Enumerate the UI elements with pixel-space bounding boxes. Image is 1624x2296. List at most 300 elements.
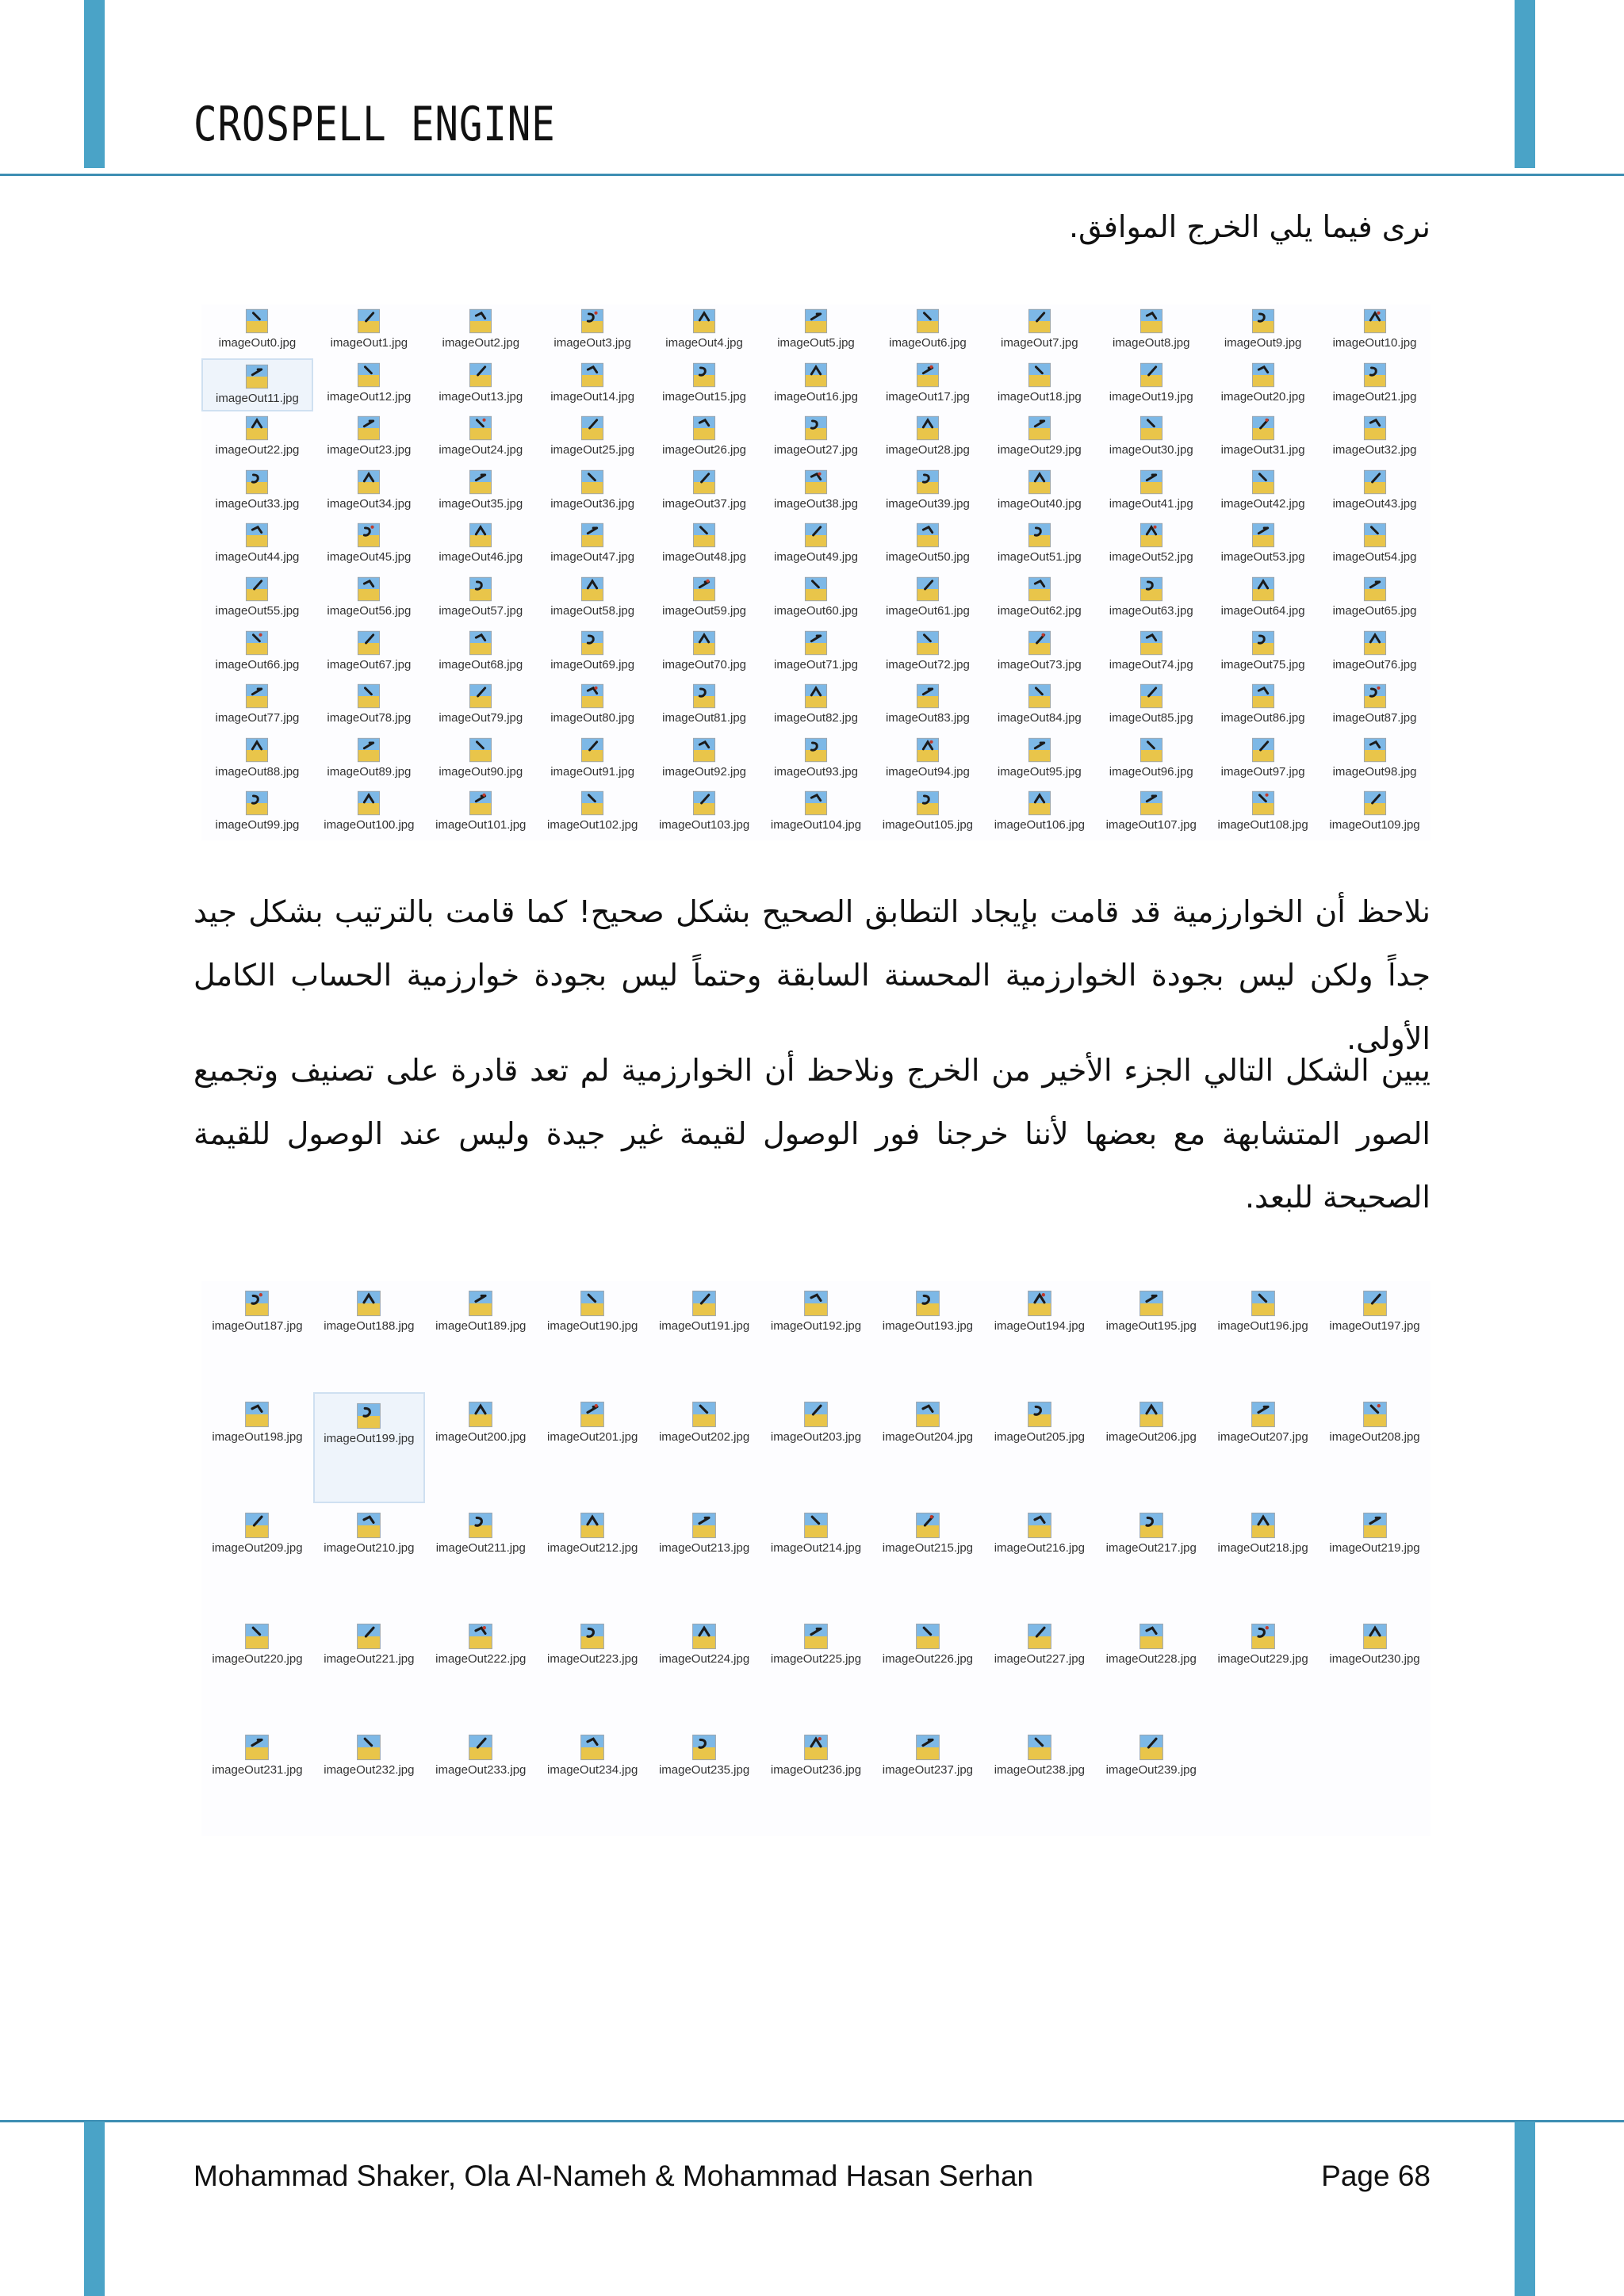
image-file-icon (802, 469, 829, 496)
file-item[interactable] (1319, 1614, 1431, 1725)
file-item[interactable] (313, 411, 425, 465)
file-item[interactable] (871, 1392, 983, 1503)
file-item[interactable] (1095, 519, 1207, 572)
image-file-icon (1361, 1622, 1389, 1651)
file-name: imageOut53.jpg (1220, 550, 1305, 564)
file-name: imageOut12.jpg (327, 389, 412, 404)
file-item[interactable] (649, 1725, 760, 1836)
image-file-icon (1249, 1511, 1277, 1540)
file-item[interactable] (1319, 304, 1431, 358)
file-item[interactable] (1095, 1503, 1207, 1614)
file-item[interactable] (1207, 304, 1319, 358)
file-item[interactable] (983, 679, 1095, 733)
file-item[interactable] (201, 304, 313, 358)
file-item[interactable] (649, 519, 760, 572)
file-item[interactable] (1319, 626, 1431, 680)
file-item[interactable] (201, 1392, 313, 1503)
file-item[interactable] (983, 304, 1095, 358)
file-item[interactable] (760, 358, 872, 412)
image-file-icon (1138, 415, 1165, 442)
file-item[interactable] (313, 465, 425, 519)
file-name: imageOut220.jpg (212, 1652, 303, 1666)
image-file-icon (914, 522, 941, 549)
file-item[interactable] (1095, 411, 1207, 465)
file-item[interactable] (313, 1725, 425, 1836)
file-item[interactable] (871, 679, 983, 733)
header-title: CROSPELL ENGINE (193, 97, 556, 152)
image-file-icon (802, 737, 829, 763)
file-item[interactable] (1319, 411, 1431, 465)
file-item[interactable] (1207, 519, 1319, 572)
thumbnail-grid-top (201, 304, 1431, 840)
file-item[interactable] (649, 1392, 760, 1503)
image-file-icon (1138, 683, 1165, 710)
file-item[interactable] (313, 358, 425, 412)
file-item[interactable] (871, 304, 983, 358)
file-item[interactable] (425, 679, 537, 733)
image-file-icon (914, 1289, 942, 1318)
image-file-icon (243, 1622, 271, 1651)
image-file-icon (579, 790, 606, 817)
file-name: imageOut39.jpg (885, 496, 970, 511)
image-file-icon (691, 308, 718, 335)
file-item[interactable] (649, 358, 760, 412)
file-item[interactable] (1207, 1392, 1319, 1503)
image-file-icon (1026, 469, 1053, 496)
file-item[interactable] (201, 1503, 313, 1614)
file-name: imageOut31.jpg (1220, 443, 1305, 457)
file-name: imageOut234.jpg (547, 1763, 638, 1777)
file-item[interactable] (201, 733, 313, 787)
file-item[interactable] (313, 572, 425, 626)
file-item[interactable] (871, 572, 983, 626)
file-name: imageOut192.jpg (770, 1319, 862, 1333)
file-item[interactable] (425, 626, 537, 680)
file-item[interactable] (1095, 1725, 1207, 1836)
file-item[interactable] (1207, 572, 1319, 626)
file-item[interactable] (425, 304, 537, 358)
file-item[interactable] (537, 572, 649, 626)
file-item[interactable] (760, 411, 872, 465)
file-item[interactable] (537, 1725, 649, 1836)
image-file-icon (1250, 576, 1277, 603)
file-name: imageOut224.jpg (658, 1652, 750, 1666)
file-name: imageOut222.jpg (435, 1652, 527, 1666)
file-name: imageOut203.jpg (770, 1430, 862, 1444)
file-item[interactable] (760, 786, 872, 840)
file-item[interactable] (1319, 572, 1431, 626)
image-file-icon (691, 683, 718, 710)
file-item[interactable] (649, 304, 760, 358)
file-name: imageOut88.jpg (215, 764, 300, 779)
image-file-icon (1250, 737, 1277, 763)
file-item[interactable] (425, 411, 537, 465)
image-file-icon (691, 737, 718, 763)
file-item[interactable] (1319, 679, 1431, 733)
image-file-icon (802, 362, 829, 388)
file-item[interactable] (649, 1503, 760, 1614)
file-name: imageOut188.jpg (324, 1319, 415, 1333)
file-name: imageOut239.jpg (1105, 1763, 1197, 1777)
image-file-icon (579, 737, 606, 763)
file-item[interactable] (983, 1392, 1095, 1503)
file-item[interactable] (1095, 1392, 1207, 1503)
file-item[interactable] (1207, 1503, 1319, 1614)
file-name: imageOut40.jpg (997, 496, 1082, 511)
file-name: imageOut37.jpg (662, 496, 747, 511)
file-item[interactable] (871, 358, 983, 412)
file-item[interactable] (1095, 733, 1207, 787)
image-file-icon (1362, 683, 1388, 710)
file-name: imageOut21.jpg (1332, 389, 1417, 404)
file-item[interactable] (1207, 679, 1319, 733)
file-name: imageOut59.jpg (662, 603, 747, 618)
image-file-icon (802, 790, 829, 817)
image-file-icon (243, 629, 270, 656)
file-item[interactable] (760, 679, 872, 733)
file-name: imageOut34.jpg (327, 496, 412, 511)
image-file-icon (802, 683, 829, 710)
image-file-icon (1137, 1622, 1166, 1651)
image-file-icon (243, 308, 270, 335)
file-item[interactable] (649, 786, 760, 840)
file-item[interactable] (1095, 465, 1207, 519)
file-name: imageOut205.jpg (994, 1430, 1085, 1444)
image-file-icon (579, 469, 606, 496)
file-item[interactable] (871, 519, 983, 572)
file-item[interactable] (537, 1503, 649, 1614)
file-item[interactable] (1207, 1614, 1319, 1725)
file-name: imageOut57.jpg (439, 603, 523, 618)
file-item[interactable] (313, 679, 425, 733)
file-item[interactable] (983, 733, 1095, 787)
file-item[interactable] (1095, 626, 1207, 680)
file-item[interactable] (537, 519, 649, 572)
file-item[interactable] (537, 626, 649, 680)
file-name: imageOut212.jpg (547, 1541, 638, 1555)
image-file-icon (355, 522, 382, 549)
file-item[interactable] (537, 733, 649, 787)
file-item[interactable] (760, 304, 872, 358)
file-name: imageOut89.jpg (327, 764, 412, 779)
file-item[interactable] (537, 679, 649, 733)
file-item[interactable] (760, 519, 872, 572)
image-file-icon (354, 1402, 383, 1430)
file-item[interactable] (201, 465, 313, 519)
image-file-icon (691, 522, 718, 549)
file-name: imageOut96.jpg (1109, 764, 1193, 779)
file-item[interactable] (201, 1281, 313, 1392)
file-name: imageOut69.jpg (550, 657, 635, 672)
file-item[interactable] (871, 733, 983, 787)
file-item[interactable] (201, 358, 313, 412)
file-name: imageOut27.jpg (774, 443, 858, 457)
file-name: imageOut64.jpg (1220, 603, 1305, 618)
file-item[interactable] (871, 411, 983, 465)
file-item[interactable] (1319, 1503, 1431, 1614)
image-file-icon (243, 576, 270, 603)
file-item[interactable] (983, 626, 1095, 680)
file-item[interactable] (425, 1392, 537, 1503)
file-name: imageOut75.jpg (1220, 657, 1305, 672)
image-file-icon (914, 1733, 942, 1762)
file-name: imageOut77.jpg (215, 711, 300, 725)
image-file-icon (691, 576, 718, 603)
file-name: imageOut196.jpg (1217, 1319, 1308, 1333)
file-name: imageOut194.jpg (994, 1319, 1085, 1333)
image-file-icon (914, 1511, 942, 1540)
image-file-icon (802, 629, 829, 656)
file-item[interactable] (201, 572, 313, 626)
image-file-icon (690, 1511, 718, 1540)
file-item[interactable] (1095, 304, 1207, 358)
image-file-icon (355, 629, 382, 656)
image-file-icon (1250, 469, 1277, 496)
image-file-icon (1025, 1733, 1054, 1762)
file-item[interactable] (983, 1281, 1095, 1392)
file-item[interactable] (1319, 519, 1431, 572)
image-file-icon (467, 576, 494, 603)
file-name: imageOut50.jpg (885, 550, 970, 564)
file-item[interactable] (983, 358, 1095, 412)
image-file-icon (1138, 576, 1165, 603)
file-item[interactable] (760, 1281, 872, 1392)
file-item[interactable] (871, 626, 983, 680)
file-item[interactable] (313, 1503, 425, 1614)
file-item[interactable] (1319, 465, 1431, 519)
file-name: imageOut229.jpg (1217, 1652, 1308, 1666)
file-name: imageOut109.jpg (1329, 818, 1420, 832)
file-item[interactable] (983, 465, 1095, 519)
file-name: imageOut63.jpg (1109, 603, 1193, 618)
image-file-icon (579, 629, 606, 656)
file-item[interactable] (1207, 1281, 1319, 1392)
file-item[interactable] (537, 1614, 649, 1725)
image-file-icon (355, 469, 382, 496)
file-item[interactable] (871, 1725, 983, 1836)
file-item[interactable] (201, 626, 313, 680)
file-item[interactable] (1095, 572, 1207, 626)
file-item[interactable] (1095, 786, 1207, 840)
image-file-icon (355, 790, 382, 817)
image-file-icon (914, 683, 941, 710)
image-file-icon (1026, 790, 1053, 817)
file-item[interactable] (537, 465, 649, 519)
file-item[interactable] (649, 626, 760, 680)
image-file-icon (355, 683, 382, 710)
footer-rule (0, 2120, 1624, 2122)
image-file-icon (243, 1400, 271, 1429)
file-name: imageOut4.jpg (665, 336, 743, 350)
file-item[interactable] (1319, 733, 1431, 787)
file-item[interactable] (649, 679, 760, 733)
file-item[interactable] (201, 1614, 313, 1725)
footer-authors: Mohammad Shaker, Ola Al-Nameh & Mohammad Hasan Serhan (193, 2160, 1034, 2192)
file-item[interactable] (871, 786, 983, 840)
file-item[interactable] (1319, 1392, 1431, 1503)
file-item[interactable] (313, 1281, 425, 1392)
image-file-icon (578, 1289, 607, 1318)
file-item[interactable] (871, 1614, 983, 1725)
image-file-icon (467, 415, 494, 442)
file-item[interactable] (1319, 786, 1431, 840)
file-name: imageOut104.jpg (770, 818, 862, 832)
file-item[interactable] (425, 358, 537, 412)
file-item[interactable] (871, 1281, 983, 1392)
file-item[interactable] (425, 519, 537, 572)
file-item[interactable] (649, 1614, 760, 1725)
file-item[interactable] (1207, 411, 1319, 465)
file-name: imageOut221.jpg (324, 1652, 415, 1666)
file-name: imageOut84.jpg (997, 711, 1082, 725)
file-item[interactable] (760, 733, 872, 787)
file-name: imageOut48.jpg (662, 550, 747, 564)
file-name: imageOut202.jpg (658, 1430, 750, 1444)
image-file-icon (467, 362, 494, 388)
image-file-icon (1249, 1400, 1277, 1429)
file-item[interactable] (201, 1725, 313, 1836)
file-item[interactable] (425, 786, 537, 840)
file-name: imageOut70.jpg (662, 657, 747, 672)
file-name: imageOut38.jpg (774, 496, 858, 511)
file-item[interactable] (313, 519, 425, 572)
file-item[interactable] (1095, 1281, 1207, 1392)
file-item[interactable] (1207, 626, 1319, 680)
image-file-icon (1137, 1733, 1166, 1762)
image-file-icon (1026, 737, 1053, 763)
file-name: imageOut238.jpg (994, 1763, 1085, 1777)
image-file-icon (1250, 362, 1277, 388)
file-item[interactable] (1207, 358, 1319, 412)
file-item[interactable] (201, 411, 313, 465)
file-item[interactable] (201, 786, 313, 840)
image-file-icon (1361, 1511, 1389, 1540)
file-item[interactable] (983, 786, 1095, 840)
file-item[interactable] (649, 1281, 760, 1392)
file-item[interactable] (425, 572, 537, 626)
file-name: imageOut201.jpg (547, 1430, 638, 1444)
file-name: imageOut209.jpg (212, 1541, 303, 1555)
file-item[interactable] (1095, 358, 1207, 412)
image-file-icon (578, 1622, 607, 1651)
file-item[interactable] (425, 733, 537, 787)
file-item[interactable] (201, 679, 313, 733)
image-file-icon (1026, 415, 1053, 442)
file-name: imageOut78.jpg (327, 711, 412, 725)
file-item[interactable] (313, 1392, 425, 1503)
image-file-icon (354, 1511, 383, 1540)
file-item[interactable] (537, 411, 649, 465)
file-item[interactable] (1095, 679, 1207, 733)
file-item[interactable] (537, 1392, 649, 1503)
file-item[interactable] (760, 465, 872, 519)
image-file-icon (802, 1733, 830, 1762)
file-name: imageOut210.jpg (324, 1541, 415, 1555)
image-file-icon (1138, 629, 1165, 656)
file-item[interactable] (983, 519, 1095, 572)
file-item[interactable] (983, 1614, 1095, 1725)
file-item[interactable] (760, 1392, 872, 1503)
image-file-icon (1026, 629, 1053, 656)
file-item[interactable] (649, 411, 760, 465)
image-file-icon (914, 1622, 942, 1651)
image-file-icon (1362, 415, 1388, 442)
file-item[interactable] (760, 1503, 872, 1614)
image-file-icon (1249, 1289, 1277, 1318)
file-name: imageOut51.jpg (997, 550, 1082, 564)
file-item[interactable] (313, 786, 425, 840)
file-item[interactable] (983, 572, 1095, 626)
image-file-icon (1362, 362, 1388, 388)
file-item[interactable] (425, 1725, 537, 1836)
file-item[interactable] (649, 465, 760, 519)
file-item[interactable] (760, 572, 872, 626)
image-file-icon (802, 1622, 830, 1651)
file-item[interactable] (537, 358, 649, 412)
file-item[interactable] (1207, 786, 1319, 840)
file-item[interactable] (201, 519, 313, 572)
file-name: imageOut190.jpg (547, 1319, 638, 1333)
file-item[interactable] (1319, 358, 1431, 412)
file-name: imageOut73.jpg (997, 657, 1082, 672)
file-item[interactable] (425, 1614, 537, 1725)
image-file-icon (578, 1733, 607, 1762)
image-file-icon (1025, 1400, 1054, 1429)
file-name: imageOut105.jpg (882, 818, 974, 832)
file-item[interactable] (1207, 465, 1319, 519)
image-file-icon (579, 362, 606, 388)
file-item[interactable] (649, 572, 760, 626)
file-item[interactable] (537, 786, 649, 840)
file-item[interactable] (871, 465, 983, 519)
file-name: imageOut7.jpg (1001, 336, 1078, 350)
file-item[interactable] (760, 626, 872, 680)
image-file-icon (1250, 308, 1277, 335)
file-name: imageOut108.jpg (1217, 818, 1308, 832)
file-name: imageOut76.jpg (1332, 657, 1417, 672)
file-item[interactable] (537, 1281, 649, 1392)
file-item[interactable] (983, 1503, 1095, 1614)
file-name: imageOut52.jpg (1109, 550, 1193, 564)
file-item[interactable] (425, 1281, 537, 1392)
file-name: imageOut42.jpg (1220, 496, 1305, 511)
file-item[interactable] (313, 304, 425, 358)
file-item[interactable] (425, 1503, 537, 1614)
file-item[interactable] (983, 411, 1095, 465)
file-item[interactable] (649, 733, 760, 787)
file-item[interactable] (1207, 733, 1319, 787)
image-file-icon (1137, 1289, 1166, 1318)
file-item[interactable] (313, 733, 425, 787)
file-item[interactable] (760, 1725, 872, 1836)
file-name: imageOut43.jpg (1332, 496, 1417, 511)
file-name: imageOut86.jpg (1220, 711, 1305, 725)
file-name: imageOut214.jpg (770, 1541, 862, 1555)
file-item[interactable] (760, 1614, 872, 1725)
file-item[interactable] (537, 304, 649, 358)
file-name: imageOut219.jpg (1329, 1541, 1420, 1555)
file-item[interactable] (871, 1503, 983, 1614)
file-name: imageOut44.jpg (215, 550, 300, 564)
file-item[interactable] (313, 1614, 425, 1725)
file-item[interactable] (1319, 1281, 1431, 1392)
file-item[interactable] (313, 626, 425, 680)
file-item[interactable] (425, 465, 537, 519)
file-item[interactable] (983, 1725, 1095, 1836)
file-name: imageOut94.jpg (885, 764, 970, 779)
file-item[interactable] (1095, 1614, 1207, 1725)
file-name: imageOut92.jpg (662, 764, 747, 779)
